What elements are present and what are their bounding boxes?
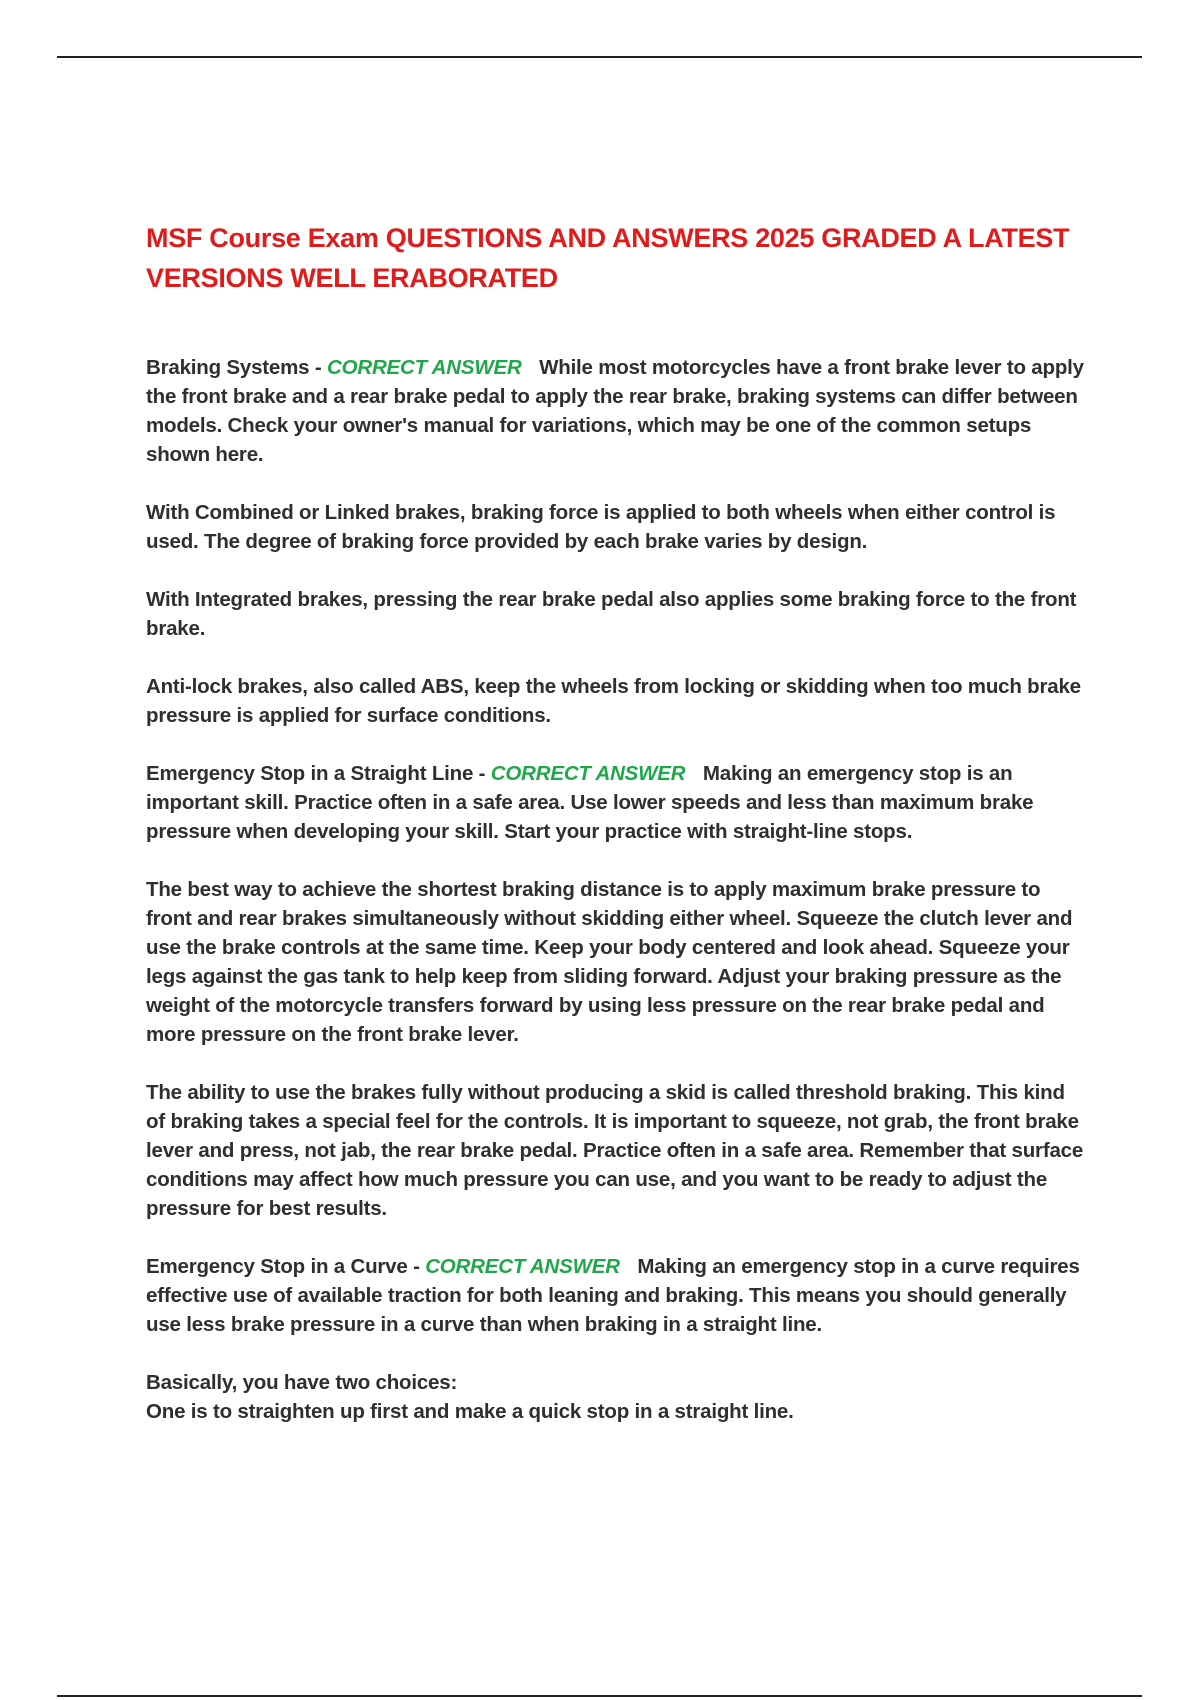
answer-emergency-stop-curve: Making an emergency stop in a curve requires effective use of available traction for both leaning and braking. This means you should generally use less brake pressure in a curve than when braking in a straight line. xyxy=(146,1255,1080,1336)
document-body xyxy=(146,353,1086,1426)
two-choices-line-1: Basically, you have two choices: xyxy=(146,1371,458,1394)
question-braking-systems: Braking Systems - xyxy=(146,356,327,379)
correct-answer-tag: CORRECT ANSWER xyxy=(326,356,522,379)
qa-braking-systems xyxy=(146,353,1086,469)
qa-emergency-stop-curve xyxy=(146,1252,1086,1339)
qa-emergency-stop-straight xyxy=(146,759,1086,846)
paragraph-shortest-braking-distance: The best way to achieve the shortest braking distance is to apply maximum brake pressure to front and rear brakes simultaneously without skidding either wheel. Squeeze the clutch lever and use the brake controls at the same time. Keep your body centered and look ahead. Squeeze your legs against the gas tank to help keep from sliding forward. Adjust your braking pressure as the weight of the motorcycle transfers forward by using less pressure on the rear brake pedal and more pressure on the front brake lever. xyxy=(146,878,1073,1046)
paragraph-combined-brakes: With Combined or Linked brakes, braking force is applied to both wheels when either control is used. The degree of braking force provided by each brake varies by design. xyxy=(146,501,1056,553)
question-emergency-stop-straight: Emergency Stop in a Straight Line - xyxy=(146,762,491,785)
document-content xyxy=(146,218,1086,1455)
paragraph-anti-lock-brakes: Anti-lock brakes, also called ABS, keep the wheels from locking or skidding when too much brake pressure is applied for surface conditions. xyxy=(146,675,1081,727)
paragraph-threshold-braking: The ability to use the brakes fully without producing a skid is called threshold braking. This kind of braking takes a special feel for the controls. It is important to squeeze, not grab, the front brake lever and press, not jab, the rear brake pedal. Practice often in a safe area. Remember that surface conditions may affect how much pressure you can use, and you want to be ready to adjust the pressure for best results. xyxy=(146,1081,1084,1220)
paragraph-two-choices xyxy=(146,1368,1086,1426)
document-title: MSF Course Exam QUESTIONS AND ANSWERS 2025 GRADED A LATEST VERSIONS WELL ERABORATED xyxy=(146,223,1070,293)
correct-answer-tag: CORRECT ANSWER xyxy=(425,1255,620,1278)
correct-answer-tag: CORRECT ANSWER xyxy=(490,762,686,785)
answer-braking-systems: While most motorcycles have a front brake lever to apply the front brake and a rear brake pedal to apply the rear brake, braking systems can differ between models. Check your owner's manual for variations, which may be one of the common setups shown here. xyxy=(146,356,1084,466)
question-emergency-stop-curve: Emergency Stop in a Curve - xyxy=(146,1255,426,1278)
header-rule xyxy=(57,56,1142,58)
two-choices-line-2: One is to straighten up first and make a quick stop in a straight line. xyxy=(146,1400,794,1423)
answer-emergency-stop-straight: Making an emergency stop is an important skill. Practice often in a safe area. Use lower speeds and less than maximum brake pressure when developing your skill. Start your practice with straight-line stops. xyxy=(146,762,1034,843)
footer-rule xyxy=(57,1695,1142,1697)
paragraph-integrated-brakes: With Integrated brakes, pressing the rear brake pedal also applies some braking force to the front brake. xyxy=(146,588,1077,640)
